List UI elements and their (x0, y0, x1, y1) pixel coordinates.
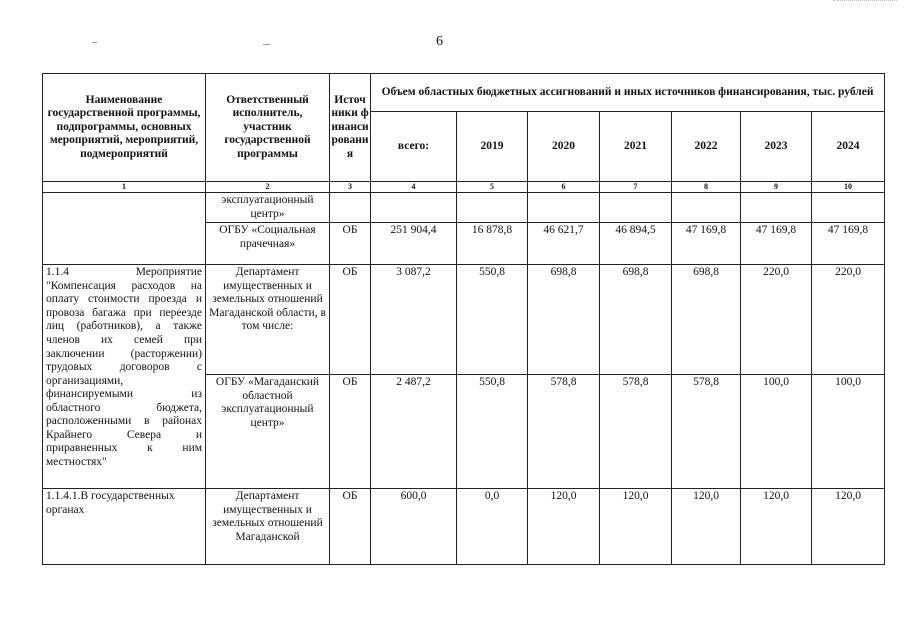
value-cell: 120,0 (528, 489, 600, 565)
value-cell: 578,8 (672, 375, 741, 489)
value-cell (600, 193, 672, 223)
header-volume: Объем областных бюджетных ассигнований и иных источников финансирования, тыс. рублей (371, 74, 885, 112)
page-number: 6 (436, 34, 443, 49)
source-cell: ОБ (330, 489, 371, 565)
header-year: 2024 (812, 112, 885, 182)
value-cell: 46 621,7 (528, 223, 600, 265)
scan-mark (833, 0, 897, 5)
value-cell: 600,0 (371, 489, 457, 565)
header-name: Наименование государственной программы, подпрограммы, основных мероприятий, мероприятий, подмероприятий (43, 74, 206, 182)
executor-cell: Департамент имущественных и земельных отношений Магаданской области, в том числе: (206, 265, 330, 375)
value-cell (672, 193, 741, 223)
value-cell: 550,8 (457, 375, 528, 489)
activity-name-cell: 1.1.4.1.В государственных органах (43, 489, 206, 565)
column-number: 8 (672, 182, 741, 193)
column-number: 10 (812, 182, 885, 193)
header-year: 2022 (672, 112, 741, 182)
value-cell: 120,0 (600, 489, 672, 565)
value-cell: 220,0 (812, 265, 885, 375)
executor-cell: Департамент имущественных и земельных отношений Магаданской (206, 489, 330, 565)
column-number: 4 (371, 182, 457, 193)
value-cell: 47 169,8 (741, 223, 812, 265)
value-cell: 550,8 (457, 265, 528, 375)
budget-table (42, 73, 885, 565)
header-year: 2019 (457, 112, 528, 182)
name-cell (43, 223, 206, 265)
source-cell: ОБ (330, 375, 371, 489)
table-row (43, 489, 885, 565)
executor-cell: ОГБУ «Магаданский областной эксплуатационный центр» (206, 375, 330, 489)
header-executor: Ответственный исполнитель, участник государственной программы (206, 74, 330, 182)
value-cell: 47 169,8 (812, 223, 885, 265)
value-cell: 100,0 (741, 375, 812, 489)
value-cell (528, 193, 600, 223)
column-number: 5 (457, 182, 528, 193)
header-total: всего: (371, 112, 457, 182)
value-cell (371, 193, 457, 223)
header-year: 2021 (600, 112, 672, 182)
value-cell (741, 193, 812, 223)
value-cell: 698,8 (528, 265, 600, 375)
value-cell: 0,0 (457, 489, 528, 565)
value-cell: 120,0 (672, 489, 741, 565)
value-cell: 3 087,2 (371, 265, 457, 375)
value-cell (457, 193, 528, 223)
executor-cell: ОГБУ «Социальная прачечная» (206, 223, 330, 265)
value-cell: 220,0 (741, 265, 812, 375)
column-number: 6 (528, 182, 600, 193)
column-number: 3 (330, 182, 371, 193)
value-cell: 251 904,4 (371, 223, 457, 265)
executor-cell: эксплуатационный центр» (206, 193, 330, 223)
source-cell: ОБ (330, 223, 371, 265)
value-cell: 46 894,5 (600, 223, 672, 265)
column-number: 9 (741, 182, 812, 193)
table-row (43, 265, 885, 375)
value-cell: 578,8 (528, 375, 600, 489)
scan-mark (263, 44, 270, 45)
source-cell: ОБ (330, 265, 371, 375)
value-cell: 16 878,8 (457, 223, 528, 265)
table-row (43, 193, 885, 223)
value-cell (812, 193, 885, 223)
header-year: 2023 (741, 112, 812, 182)
value-cell: 120,0 (741, 489, 812, 565)
column-number: 7 (600, 182, 672, 193)
value-cell: 100,0 (812, 375, 885, 489)
value-cell: 120,0 (812, 489, 885, 565)
value-cell: 47 169,8 (672, 223, 741, 265)
column-number: 2 (206, 182, 330, 193)
value-cell: 578,8 (600, 375, 672, 489)
scan-mark (92, 42, 97, 43)
header-source: Источники финансирования (330, 74, 371, 182)
name-cell (43, 193, 206, 223)
table-row (43, 223, 885, 265)
column-number: 1 (43, 182, 206, 193)
source-cell (330, 193, 371, 223)
value-cell: 698,8 (672, 265, 741, 375)
value-cell: 2 487,2 (371, 375, 457, 489)
value-cell: 698,8 (600, 265, 672, 375)
header-year: 2020 (528, 112, 600, 182)
activity-name-cell: 1.1.4 Мероприятие "Компенсация расходов на оплату стоимости проезда и провоза багажа при переезде лиц (работников), а также членов их семей при заключении (расторжении) трудовых договоров с организациями, финансируемыми из областного бюджета, расположенными в районах Крайнего Севера и приравненных к ним местностях" (43, 265, 206, 489)
